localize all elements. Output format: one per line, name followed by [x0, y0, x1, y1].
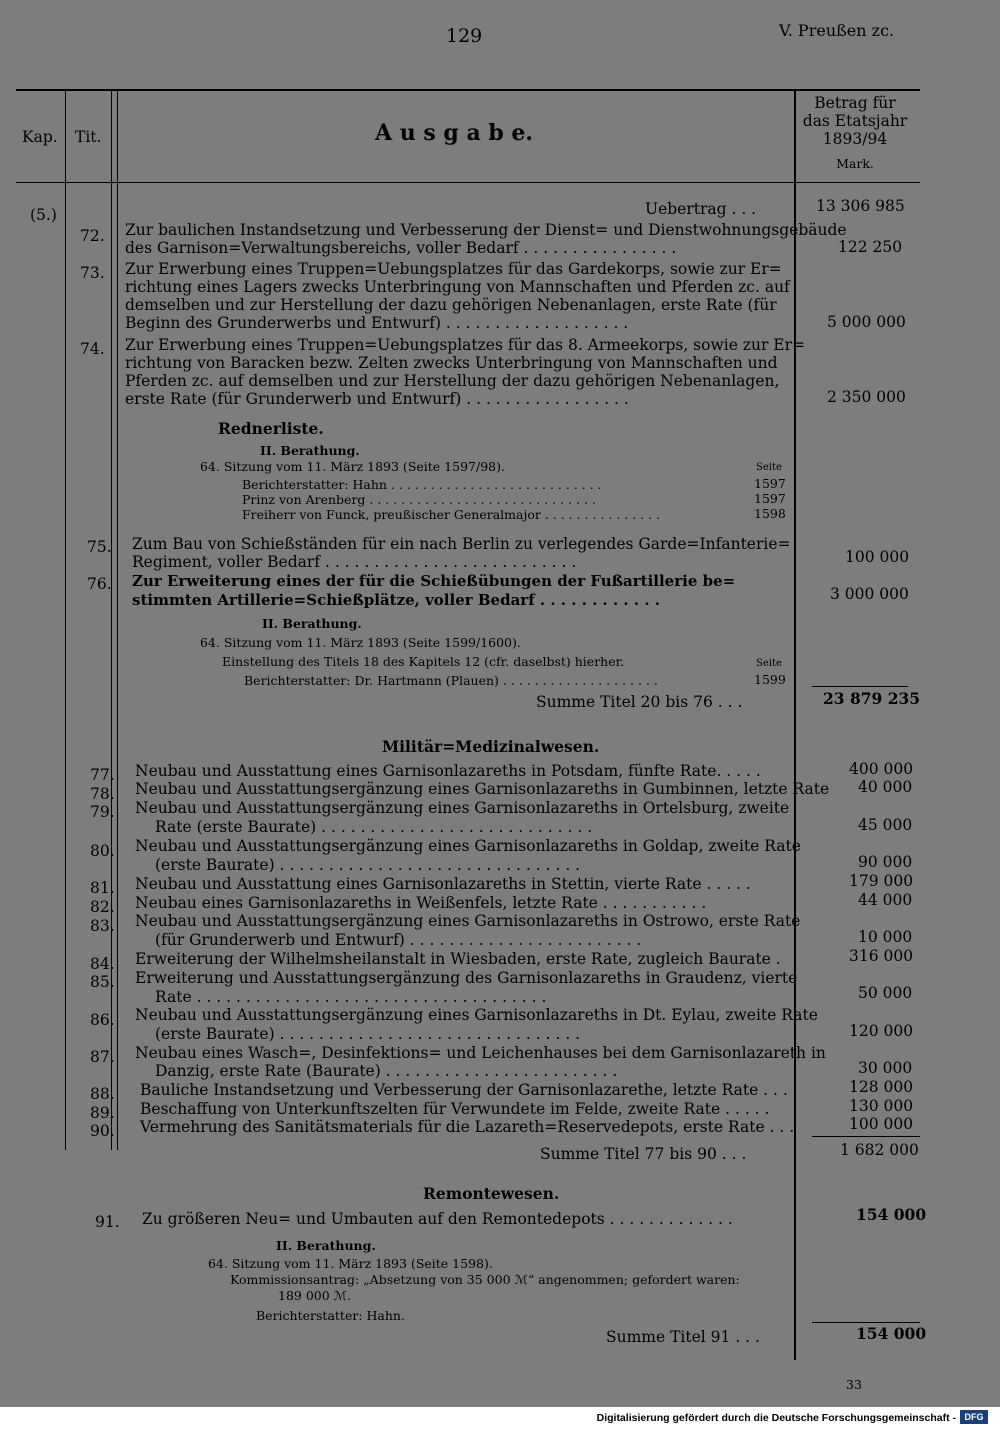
header-betrag-3: 1893/94	[822, 130, 888, 148]
row-73-amount: 5 000 000	[827, 313, 906, 331]
beratung-76-seite: Seite	[756, 658, 782, 669]
row-91-amount: 154 000	[856, 1205, 927, 1224]
rednerliste-seite: Seite	[756, 462, 782, 473]
row-73-line-1: Zur Erwerbung eines Truppen=Uebungsplatzes für das Gardekorps, sowie zur Er=	[125, 260, 782, 278]
tit-75: 75.	[87, 538, 112, 556]
row-90-amount: 100 000	[849, 1115, 914, 1133]
tit-74: 74.	[80, 340, 105, 358]
row-74-line-4: erste Rate (für Grunderwerb und Entwurf) . . . . . . . . . . . . . . . . .	[125, 390, 629, 408]
tit-88: 88.	[90, 1085, 115, 1103]
row-80-amount: 90 000	[858, 853, 913, 871]
uebertrag-amount: 13 306 985	[816, 197, 905, 215]
tit-78: 78.	[90, 785, 115, 803]
row-88-line-1: Bauliche Instandsetzung und Verbesserung der Garnisonlazarethe, letzte Rate . . . .	[140, 1081, 798, 1099]
rednerliste-entry-2: Prinz von Arenberg . . . . . . . . . . . . . . . . . . . . . . . . . . . . .	[242, 492, 596, 507]
header-betrag-1: Betrag für	[814, 94, 896, 112]
rednerliste-page-1: 1597	[754, 476, 786, 491]
summe-c-amount: 154 000	[856, 1324, 927, 1343]
beratung-76-einstellung: Einstellung des Titels 18 des Kapitels 12 (cfr. daselbst) hierher.	[222, 654, 625, 669]
tit-87: 87.	[90, 1048, 115, 1066]
row-73-line-2: richtung eines Lagers zwecks Unterbringung von Mannschaften und Pferden zc. auf	[125, 278, 790, 296]
row-77-amount: 400 000	[849, 760, 914, 778]
tit-85: 85.	[90, 973, 115, 991]
remonte-heading: Remontewesen.	[423, 1184, 560, 1203]
row-85-line-2: Rate . . . . . . . . . . . . . . . . . . . . . . . . . . . . . . . . . . . .	[155, 988, 547, 1006]
column-rule-kap	[65, 90, 66, 1150]
row-87-line-2: Danzig, erste Rate (Baurate) . . . . . . . . . . . . . . . . . . . . . . . .	[155, 1062, 618, 1080]
summe-c-label: Summe Titel 91 . . .	[606, 1328, 760, 1346]
row-73-line-3: demselben und zur Herstellung der dazu gehörigen Nebenanlagen, erste Rate (für	[125, 296, 777, 314]
row-89-line-1: Beschaffung von Unterkunftszelten für Verwundete im Felde, zweite Rate . . . . .	[140, 1100, 770, 1118]
tit-81: 81.	[90, 879, 115, 897]
tit-80: 80.	[90, 842, 115, 860]
row-81-amount: 179 000	[849, 872, 914, 890]
header-kap: Kap.	[22, 128, 58, 146]
tit-91: 91.	[95, 1213, 120, 1231]
beratung-76-heading: II. Berathung.	[262, 616, 362, 631]
row-72-line-1: Zur baulichen Instandsetzung und Verbesserung der Dienst= und Dienstwohnungsgebäude	[125, 221, 847, 239]
tit-72: 72.	[80, 227, 105, 245]
tit-76: 76.	[87, 575, 112, 593]
row-86-line-1: Neubau und Ausstattungsergänzung eines Garnisonlazareths in Dt. Eylau, zweite Rate	[135, 1006, 818, 1024]
row-83-line-1: Neubau und Ausstattungsergänzung eines Garnisonlazareths in Ostrowo, erste Rate	[135, 912, 801, 930]
header-mark: Mark.	[836, 156, 874, 171]
row-87-amount: 30 000	[858, 1059, 913, 1077]
rednerliste-page-2: 1597	[754, 491, 786, 506]
row-84-line-1: Erweiterung der Wilhelmsheilanstalt in Wiesbaden, erste Rate, zugleich Baurate .	[135, 950, 781, 968]
row-82-amount: 44 000	[858, 891, 913, 909]
militaer-heading: Militär=Medizinalwesen.	[382, 737, 600, 756]
tit-79: 79.	[90, 803, 115, 821]
rednerliste-entry-1: Berichterstatter: Hahn . . . . . . . . . . . . . . . . . . . . . . . . . . .	[242, 477, 602, 492]
beratung-91-heading: II. Berathung.	[276, 1238, 376, 1253]
row-76-line-2: stimmten Artillerie=Schießplätze, voller Bedarf . . . . . . . . . . . .	[132, 591, 660, 609]
row-74-amount: 2 350 000	[827, 388, 906, 406]
table-top-rule	[16, 89, 920, 91]
row-78-amount: 40 000	[858, 778, 913, 796]
summe-a-rule	[812, 686, 908, 687]
tit-73: 73.	[80, 264, 105, 282]
tit-84: 84.	[90, 955, 115, 973]
row-90-line-1: Vermehrung des Sanitätsmaterials für die Lazareth=Reservedepots, erste Rate . . .	[140, 1118, 795, 1136]
row-83-amount: 10 000	[858, 928, 913, 946]
row-86-line-2: (erste Baurate) . . . . . . . . . . . . . . . . . . . . . . . . . . . . . . .	[155, 1025, 581, 1043]
summe-b-label: Summe Titel 77 bis 90 . . .	[540, 1145, 747, 1163]
row-75-line-2: Regiment, voller Bedarf . . . . . . . . . . . . . . . . . . . . . . . . . .	[132, 553, 577, 571]
summe-a-amount: 23 879 235	[823, 689, 921, 708]
summe-b-amount: 1 682 000	[840, 1141, 919, 1159]
tit-90: 90.	[90, 1122, 115, 1140]
row-82-line-1: Neubau eines Garnisonlazareths in Weißenfels, letzte Rate . . . . . . . . . . .	[135, 894, 707, 912]
rednerliste-beratung: II. Berathung.	[260, 443, 360, 458]
header-ausgabe: A u s g a b e.	[375, 120, 534, 146]
summe-c-rule	[812, 1322, 920, 1323]
row-76-line-1: Zur Erweiterung eines der für die Schießübungen der Fußartillerie be=	[132, 572, 736, 590]
tit-77: 77.	[90, 766, 115, 784]
header-tit: Tit.	[75, 128, 102, 146]
row-75-amount: 100 000	[845, 548, 910, 566]
column-rule-tit	[111, 90, 112, 1150]
row-79-amount: 45 000	[858, 816, 913, 834]
row-72-amount: 122 250	[838, 238, 903, 256]
dfg-logo	[960, 1410, 988, 1424]
row-89-amount: 130 000	[849, 1097, 914, 1115]
tit-82: 82.	[90, 898, 115, 916]
row-83-line-2: (für Grunderwerb und Entwurf) . . . . . . . . . . . . . . . . . . . . . . . .	[155, 931, 642, 949]
row-85-line-1: Erweiterung und Ausstattungsergänzung des Garnisonlazareths in Graudenz, vierte	[135, 969, 798, 987]
beratung-76-page: 1599	[754, 672, 786, 687]
row-74-line-3: Pferden zc. auf demselben und zur Herstellung der dazu gehörigen Nebenanlagen,	[125, 372, 780, 390]
beratung-91-kommission-2: 189 000 ℳ.	[278, 1288, 352, 1303]
tit-89: 89.	[90, 1104, 115, 1122]
row-73-line-4: Beginn des Grunderwerbs und Entwurf) . . . . . . . . . . . . . . . . . . .	[125, 314, 629, 332]
row-79-line-2: Rate (erste Baurate) . . . . . . . . . . . . . . . . . . . . . . . . . . . .	[155, 818, 593, 836]
beratung-91-berichterstatter: Berichterstatter: Hahn.	[256, 1308, 405, 1323]
row-88-amount: 128 000	[849, 1078, 914, 1096]
summe-a-label: Summe Titel 20 bis 76 . . .	[536, 693, 743, 711]
signature-mark: 33	[846, 1377, 862, 1392]
row-85-amount: 50 000	[858, 984, 913, 1002]
footer-bar	[0, 1407, 1000, 1429]
row-87-line-1: Neubau eines Wasch=, Desinfektions= und Leichenhauses bei dem Garnisonlazareth in	[135, 1044, 826, 1062]
uebertrag-label: Uebertrag . . .	[645, 200, 757, 218]
row-77-line-1: Neubau und Ausstattung eines Garnisonlazareths in Potsdam, fünfte Rate. . . . .	[135, 762, 761, 780]
row-75-line-1: Zum Bau von Schießständen für ein nach Berlin zu verlegendes Garde=Infanterie=	[132, 535, 791, 553]
beratung-91-sitzung: 64. Sitzung vom 11. März 1893 (Seite 1598).	[208, 1256, 493, 1271]
row-84-amount: 316 000	[849, 947, 914, 965]
summe-b-rule	[812, 1136, 920, 1137]
header-bottom-rule	[16, 182, 920, 183]
row-81-line-1: Neubau und Ausstattung eines Garnisonlazareths in Stettin, vierte Rate . . . . .	[135, 875, 751, 893]
running-head: V. Preußen zc.	[779, 21, 895, 40]
row-91-text: Zu größeren Neu= und Umbauten auf den Remontedepots . . . . . . . . . . . . .	[142, 1210, 733, 1228]
row-74-line-2: richtung von Baracken bezw. Zelten zwecks Unterbringung von Mannschaften und	[125, 354, 778, 372]
row-78-line-1: Neubau und Ausstattungsergänzung eines Garnisonlazareths in Gumbinnen, letzte Rate	[135, 780, 830, 798]
column-rule-tit-2	[117, 90, 118, 1150]
row-80-line-2: (erste Baurate) . . . . . . . . . . . . . . . . . . . . . . . . . . . . . . .	[155, 856, 581, 874]
column-rule-amount	[794, 90, 796, 1360]
rednerliste-entry-3: Freiherr von Funck, preußischer Generalmajor . . . . . . . . . . . . . . .	[242, 507, 661, 522]
page-number: 129	[446, 25, 483, 47]
beratung-91-kommission: Kommissionsantrag: „Absetzung von 35 000 ℳ“ angenommen; gefordert waren:	[230, 1272, 740, 1287]
row-72-line-2: des Garnison=Verwaltungsbereichs, voller Bedarf . . . . . . . . . . . . . . . .	[125, 239, 677, 257]
footer-text: Digitalisierung gefördert durch die Deutsche Forschungsgemeinschaft -	[596, 1412, 956, 1424]
beratung-76-sitzung: 64. Sitzung vom 11. März 1893 (Seite 1599/1600).	[200, 635, 521, 650]
tit-83: 83.	[90, 917, 115, 935]
beratung-76-berichterstatter: Berichterstatter: Dr. Hartmann (Plauen) . . . . . . . . . . . . . . . . . . . .	[244, 673, 658, 688]
row-80-line-1: Neubau und Ausstattungsergänzung eines Garnisonlazareths in Goldap, zweite Rate	[135, 837, 801, 855]
rednerliste-heading: Rednerliste.	[218, 419, 324, 438]
row-79-line-1: Neubau und Ausstattungsergänzung eines Garnisonlazareths in Ortelsburg, zweite	[135, 799, 790, 817]
row-76-amount: 3 000 000	[830, 585, 909, 603]
rednerliste-sitzung: 64. Sitzung vom 11. März 1893 (Seite 1597/98).	[200, 459, 505, 474]
row-74-line-1: Zur Erwerbung eines Truppen=Uebungsplatzes für das 8. Armeekorps, sowie zur Er=	[125, 336, 805, 354]
header-betrag-2: das Etatsjahr	[802, 112, 908, 130]
rednerliste-page-3: 1598	[754, 506, 786, 521]
kap-value: (5.)	[30, 206, 57, 224]
dfg-logo-text: DFG	[964, 1412, 984, 1422]
row-86-amount: 120 000	[849, 1022, 914, 1040]
tit-86: 86.	[90, 1011, 115, 1029]
